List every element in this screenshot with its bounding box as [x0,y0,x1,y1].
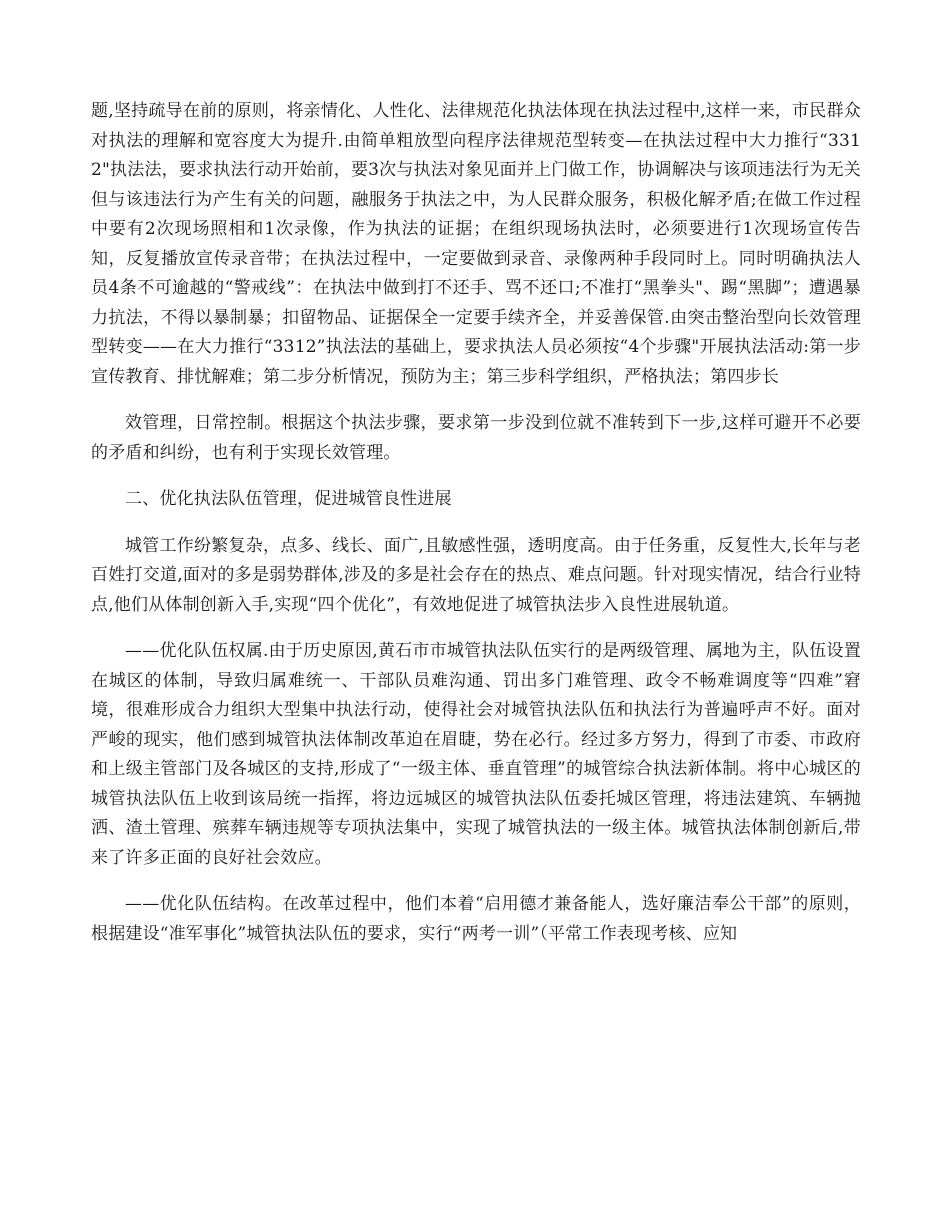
document-body [91,97,861,966]
paragraph-5: ——优化队伍结构。在改革过程中，他们本着“启用德才兼备能人，选好廉洁奉公干部”的原则，根据建设“准军事化”城管执法队伍的要求，实行“两考一训”（平常工作表现考核、应知 [91,894,861,944]
paragraph-2: 效管理，日常控制。根据这个执法步骤，要求第一步没到位就不准转到下一步,这样可避开不必要的矛盾和纠纷，也有利于实现长效管理。 [91,413,861,463]
paragraph-4: ——优化队伍权属.由于历史原因,黄石市市城管执法队伍实行的是两级管理、属地为主，队伍设置在城区的体制，导致归属难统一、干部队员难沟通、罚出多门难管理、政令不畅难调度等“四难”窘境，很难形成合力组织大型集中执法行动，使得社会对城管执法队伍和执法行为普遍呼声不好。面对严峻的现实，他们感到城管执法体制改革迫在眉睫，势在必行。经过多方努力，得到了市委、市政府和上级主管部门及各城区的支持,形成了“一级主体、垂直管理”的城管综合执法新体制。将中心城区的城管执法队伍上收到该局统一指挥，将边远城区的城管执法队伍委托城区管理，将违法建筑、车辆抛洒、渣土管理、殡葬车辆违规等专项执法集中，实现了城管执法的一级主体。城管执法体制创新后,带来了许多正面的良好社会效应。 [91,641,861,868]
section-heading: 二、优化执法队伍管理，促进城管良性进展 [125,489,452,509]
paragraph-1: 题,坚持疏导在前的原则，将亲情化、人性化、法律规范化执法体现在执法过程中,这样一来，市民群众对执法的理解和宽容度大为提升.由简单粗放型向程序法律规范型转变—在执法过程中大力推行“3312"执法法，要求执法行动开始前，要3次与执法对象见面并上门做工作，协调解决与该项违法行为无关但与该违法行为产生有关的问题，融服务于执法之中，为人民群众服务，积极化解矛盾;在做工作过程中要有2次现场照相和1次录像，作为执法的证据；在组织现场执法时，必须要进行1次现场宣传告知，反复播放宣传录音带；在执法过程中，一定要做到录音、录像两种手段同时上。同时明确执法人员4条不可逾越的“警戒线”：在执法中做到打不还手、骂不还口;不准打“黑拳头"、踢“黑脚”；遭遇暴力抗法，不得以暴制暴；扣留物品、证据保全一定要手续齐全，并妥善保管.由突击整治型向长效管理型转变——在大力推行“3312”执法法的基础上，要求执法人员必须按“4个步骤"开展执法活动:第一步宣传教育、排忧解难；第二步分析情况，预防为主；第三步科学组织，严格执法；第四步长 [91,101,861,387]
paragraph-3: 城管工作纷繁复杂，点多、线长、面广,且敏感性强，透明度高。由于任务重，反复性大,长年与老百姓打交道,面对的多是弱势群体,涉及的多是社会存在的热点、难点问题。针对现实情况，结合行业特点,他们从体制创新入手,实现“四个优化”，有效地促进了城管执法步入良性进展轨道。 [91,535,861,615]
